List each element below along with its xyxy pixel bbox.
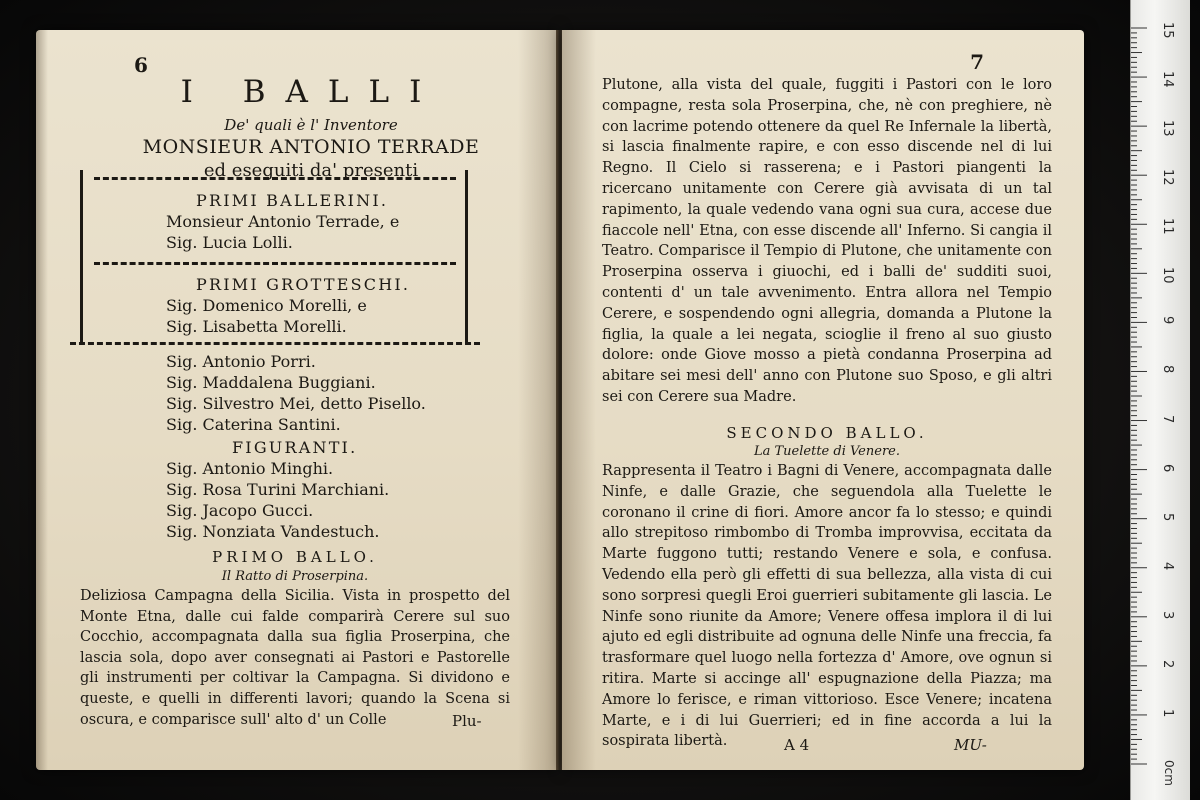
cast-name: Sig. Antonio Minghi.	[166, 459, 334, 478]
page-number-left: 6	[134, 53, 148, 77]
ruler-number: 8	[1160, 365, 1175, 374]
divider-rule	[70, 342, 480, 345]
ruler-number: 3	[1160, 610, 1175, 620]
primo-ballo-continuation-text: Plutone, alla vista del quale, fuggiti i Pastori con le loro compagne, resta sola Proserpina, che, nè con preghiere, nè con lacrime potendo ottenere da quel Re Infernale la libertà, si lascia finalmente rapire, e con esso discende nel di lui Regno. Il Cielo si rasserena; e i Pastori piangenti la ricercano unitamente con Cerere già avvisata di un tal rapimento, la quale vedendo vana ogni sua cura, accese due fiaccole nell' Etna, con esse discende all' Inferno. Si cangia il Teatro. Comparisce il Tempio di Plutone, che unitamente con Proserpina osserva i giuochi, ed i balli de' sudditi suoi, contenti d' un tale avvenimento. Entra allora nel Tempio Cerere, e sospendendo ogni allegria, domanda a Plutone la figlia, la quale a lei negata, scioglie il freno al suo giusto dolore: onde Giove mosso a pietà condanna Proserpina ad abitare sei mesi dell' anno con Plutone suo Sposo, e gli altri sei con Cerere sua Madre.	[602, 77, 1052, 405]
ruler-number: 14	[1160, 71, 1175, 88]
cast-name: Sig. Rosa Turini Marchiani.	[166, 480, 390, 499]
heading-primi-grotteschi: PRIMI GROTTESCHI.	[196, 275, 411, 294]
cast-name: Sig. Antonio Porri.	[166, 352, 316, 371]
secondo-ballo-text: Rappresenta il Teatro i Bagni di Venere, accompagnata dalle Ninfe, e dalle Grazie, che seguendola alla Tuelette le coronano il crine di fiori. Amore ancor fa lo stesso; e quindi allo strepitoso rimbombo di Tromba improvvisa, eccitata da Marte fuggono tutti; restando Venere e sola, e confusa. Vedendo ella però gli effetti di sua bellezza, alla vista di cui sono sorpresi quegli Eroi guerrieri subitamente gli lascia. Le Ninfe sono riunite da Amore; Venere offesa implora il di lui ajuto ed egli distribuite ad ognuna delle Ninfe una freccia, fa trasformare quel luogo nella fortezza d' Amore, ove ognun si ritira. Marte si accinge all' espugnazione della Piazza; ma Amore lo ferisce, e riman vittorioso. Esce Venere; incatena Marte, e i di lui Guerrieri; ed in fine accorda a lui la sospirata libertà.	[602, 463, 1052, 750]
heading-figuranti: FIGURANTI.	[232, 438, 358, 457]
ruler-number: 10	[1160, 267, 1175, 284]
subtitle-inventor: De' quali è l' Inventore	[224, 116, 398, 134]
cast-name: Sig. Jacopo Gucci.	[166, 501, 314, 520]
ruler-number: 4	[1160, 561, 1175, 570]
heading-primo-ballo: PRIMO BALLO.	[212, 548, 378, 566]
signature-mark: A 4	[784, 736, 810, 754]
cast-name: Monsieur Antonio Terrade, e	[166, 212, 400, 231]
ruler-number: 1	[1160, 708, 1175, 718]
divider-rule	[94, 177, 456, 180]
heading-secondo-ballo: SECONDO BALLO.	[726, 424, 928, 442]
ruler-number: 9	[1160, 316, 1175, 325]
cast-name: Sig. Maddalena Buggiani.	[166, 373, 376, 392]
ruler-number: 15	[1160, 22, 1175, 39]
subtitle-performers: ed eseguiti da' presenti	[203, 160, 419, 181]
subtitle-name: MONSIEUR ANTONIO TERRADE	[142, 136, 480, 158]
cast-name: Sig. Caterina Santini.	[166, 415, 341, 434]
catchword-right: MU-	[954, 736, 987, 754]
right-page	[562, 30, 1084, 770]
primo-ballo-text: Deliziosa Campagna della Sicilia. Vista in prospetto del Monte Etna, dalle cui falde comparirà Cerere sul suo Cocchio, accompagnata dalla sua figlia Proserpina, che lascia sola, dopo aver consegnati ai Pastori e Pastorelle gli instrumenti per coltivar la Campagna. Si dividono e queste, e quelli in differenti lavori; quando la Scena si oscura, e comparisce sull' alto d' un Colle	[80, 588, 510, 728]
ruler-number: 7	[1160, 414, 1175, 423]
page-number-right: 7	[970, 50, 984, 74]
subtitle-primo-ballo: Il Ratto di Proserpina.	[221, 569, 369, 584]
ruler-number: 5	[1160, 512, 1175, 521]
heading-primi-ballerini: PRIMI BALLERINI.	[196, 191, 389, 210]
ruler-number: 12	[1160, 169, 1175, 186]
divider-rule	[94, 262, 456, 265]
catchword-left: Plu-	[452, 712, 482, 730]
ruler-number: 2	[1160, 659, 1175, 669]
ruler-unit-label: 0cm	[1162, 760, 1176, 786]
cast-name: Sig. Lisabetta Morelli.	[166, 317, 347, 336]
cast-name: Sig. Silvestro Mei, detto Pisello.	[166, 394, 426, 413]
subtitle-secondo-ballo: La Tuelette di Venere.	[754, 444, 900, 459]
ruler-number: 11	[1160, 218, 1175, 235]
cast-name: Sig. Lucia Lolli.	[166, 233, 293, 252]
ruler-number: 6	[1160, 463, 1175, 472]
cast-name: Sig. Domenico Morelli, e	[166, 296, 367, 315]
cast-name: Sig. Nonziata Vandestuch.	[166, 522, 380, 541]
measuring-ruler	[1130, 0, 1190, 800]
page-title: I BALLI	[180, 74, 442, 110]
ruler-number: 13	[1160, 120, 1175, 137]
